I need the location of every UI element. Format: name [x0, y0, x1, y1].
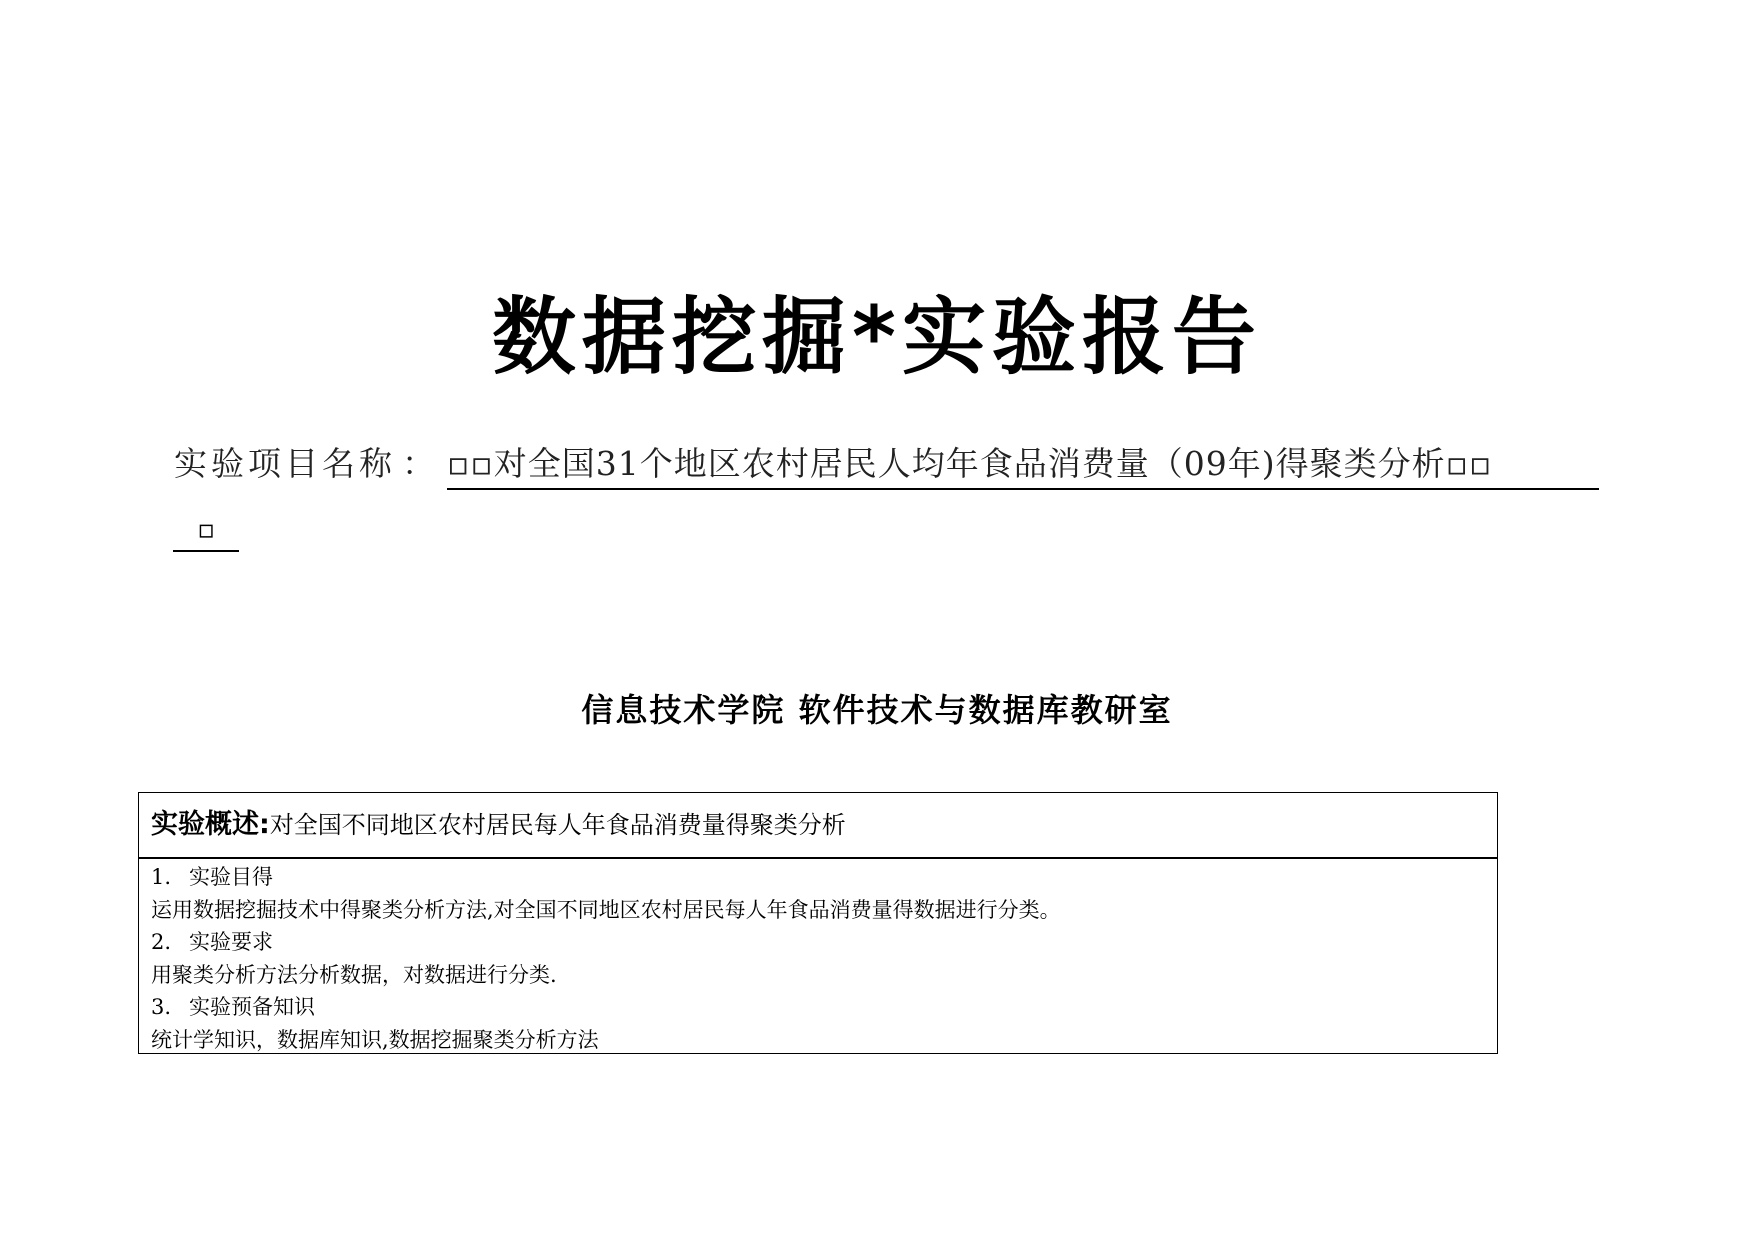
section-heading-text: 实验预备知识: [189, 995, 315, 1019]
section-content-prerequisites: 统计学知识，数据库知识,数据挖掘聚类分析方法: [151, 1027, 599, 1052]
overview-label: 实验概述:: [151, 809, 270, 840]
section-heading-prerequisites: [151, 991, 1497, 1024]
experiment-overview-table: [138, 792, 1498, 1054]
section-number: 2.: [151, 930, 172, 954]
project-name-colon: ：: [402, 444, 435, 483]
report-title: 数据挖掘*实验报告: [492, 288, 1262, 386]
section-heading-requirements: [151, 926, 1497, 959]
overview-body: [139, 859, 1497, 1056]
section-heading-purpose: [151, 861, 1497, 894]
section-number: 1.: [151, 865, 172, 889]
section-content-requirements: 用聚类分析方法分析数据，对数据进行分类.: [151, 962, 557, 987]
project-name-label: 实验项目名称: [174, 444, 396, 483]
department-name: 信息技术学院 软件技术与数据库教研室: [581, 691, 1173, 729]
section-content-purpose: 运用数据挖掘技术中得聚类分析方法,对全国不同地区农村居民每人年食品消费量得数据进行分类。: [151, 897, 1061, 922]
project-name-value: ▫▫对全国31个地区农村居民人均年食品消费量（09年)得聚类分析▫▫: [447, 440, 1599, 490]
section-heading-text: 实验要求: [189, 930, 273, 954]
overview-text: 对全国不同地区农村居民每人年食品消费量得聚类分析: [269, 811, 846, 839]
section-number: 3.: [151, 995, 172, 1019]
project-name-row: [174, 440, 1599, 488]
overview-header-row: [139, 793, 1497, 859]
project-name-continuation: ▫: [173, 510, 239, 552]
section-heading-text: 实验目得: [189, 865, 273, 889]
